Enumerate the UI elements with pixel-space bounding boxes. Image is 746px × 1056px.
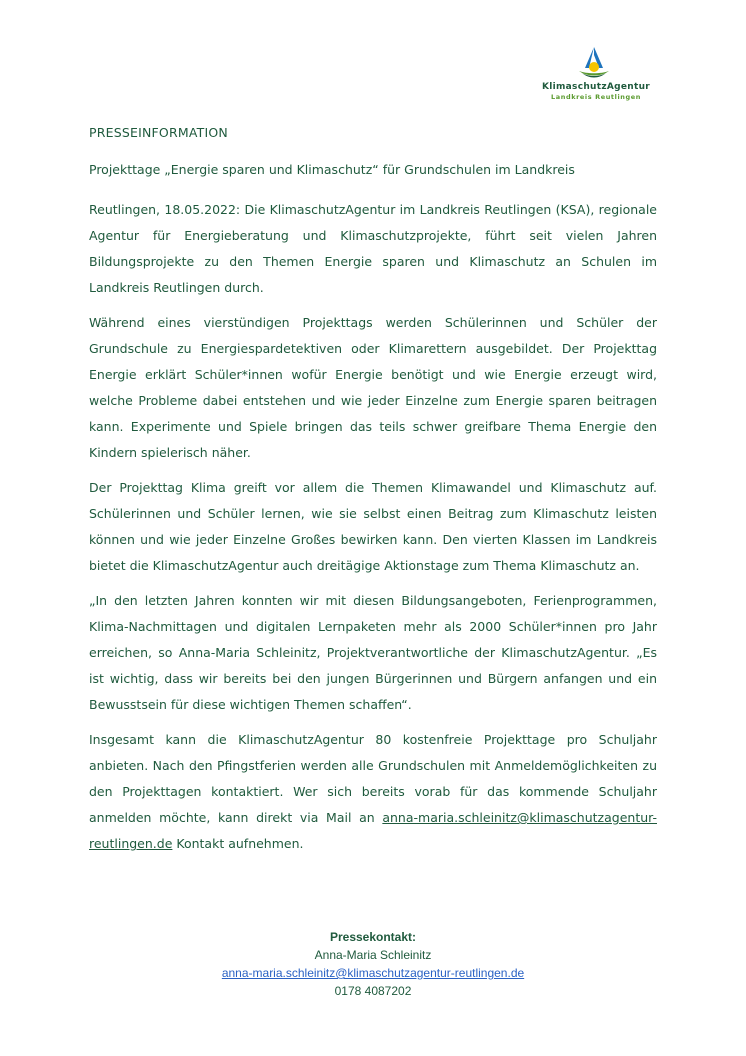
- paragraph: Reutlingen, 18.05.2022: Die KlimaschutzAgentur im Landkreis Reutlingen (KSA), regionale Agentur für Energieberatung und Klimaschutzprojekte, führt seit vielen Jahren Bildungsprojekte zu den Themen Energie sparen und Klimaschutz an Schulen im Landkreis Reutlingen durch.: [89, 202, 657, 295]
- document-subject: Projekttage „Energie sparen und Klimaschutz“ für Grundschulen im Landkreis: [89, 162, 575, 177]
- climate-agency-logo-icon: [577, 46, 611, 80]
- press-contact-heading: Pressekontakt:: [329, 930, 417, 944]
- press-contact-email-link[interactable]: anna-maria.schleinitz@klimaschutzagentur-reutlingen.de: [221, 966, 525, 980]
- brand-subtitle: Landkreis Reutlingen: [550, 93, 642, 101]
- paragraph: Während eines vierstündigen Projekttags werden Schülerinnen und Schüler der Grundschule zu Energiespardetektiven oder Klimarettern ausgebildet. Der Projekttag Energie erklärt Schüler*innen wofür Energie benötigt und wie Energie erzeugt wird, welche Probleme dabei entstehen und wie jeder Einzelne zum Energie sparen beitragen kann. Experimente und Spiele bringen das teils schwer greifbare Thema Energie den Kindern spielerisch näher.: [89, 315, 657, 460]
- paragraph: „In den letzten Jahren konnten wir mit diesen Bildungsangeboten, Ferienprogrammen, Klima-Nachmittagen und digitalen Lernpaketen mehr als 2000 Schüler*innen pro Jahr erreichen, so Anna-Maria Schleinitz, Projektverantwortliche der KlimaschutzAgentur. „Es ist wichtig, dass wir bereits bei den jungen Bürgerinnen und Bürgern anfangen und ein Bewusstsein für diese wichtigen Themen schaffen“.: [89, 593, 657, 712]
- brand-name: KlimaschutzAgentur: [541, 82, 651, 92]
- press-contact-phone: 0178 4087202: [334, 984, 412, 998]
- brand-logo: [536, 46, 656, 102]
- paragraph-text-after: Kontakt aufnehmen.: [176, 836, 304, 851]
- document-label: PRESSEINFORMATION: [89, 125, 228, 140]
- paragraph-text-before: Insgesamt kann die KlimaschutzAgentur 80 kostenfreie Projekttage pro Schuljahr anbieten. Nach den Pfingstferien werden alle Grundschulen mit Anmeldemöglichkeiten zu den Projekttagen kontaktiert. Wer sich bereits vorab für das kommende Schuljahr anmelden möchte, kann direkt via Mail an: [89, 732, 657, 825]
- press-contact: [0, 928, 746, 1000]
- paragraph-last: [89, 727, 657, 857]
- paragraph: Der Projekttag Klima greift vor allem die Themen Klimawandel und Klimaschutz auf. Schülerinnen und Schüler lernen, wie sie selbst einen Beitrag zum Klimaschutz leisten können und wie jeder Einzelne Großes bewirken kann. Den vierten Klassen im Landkreis bietet die KlimaschutzAgentur auch dreitägige Aktionstage zum Thema Klimaschutz an.: [89, 480, 657, 573]
- press-contact-name: Anna-Maria Schleinitz: [314, 948, 432, 962]
- contact-email-link-inline[interactable]: anna-maria.schleinitz@klimaschutzagentur-reutlingen.de: [89, 810, 657, 851]
- press-release-body: [89, 125, 657, 866]
